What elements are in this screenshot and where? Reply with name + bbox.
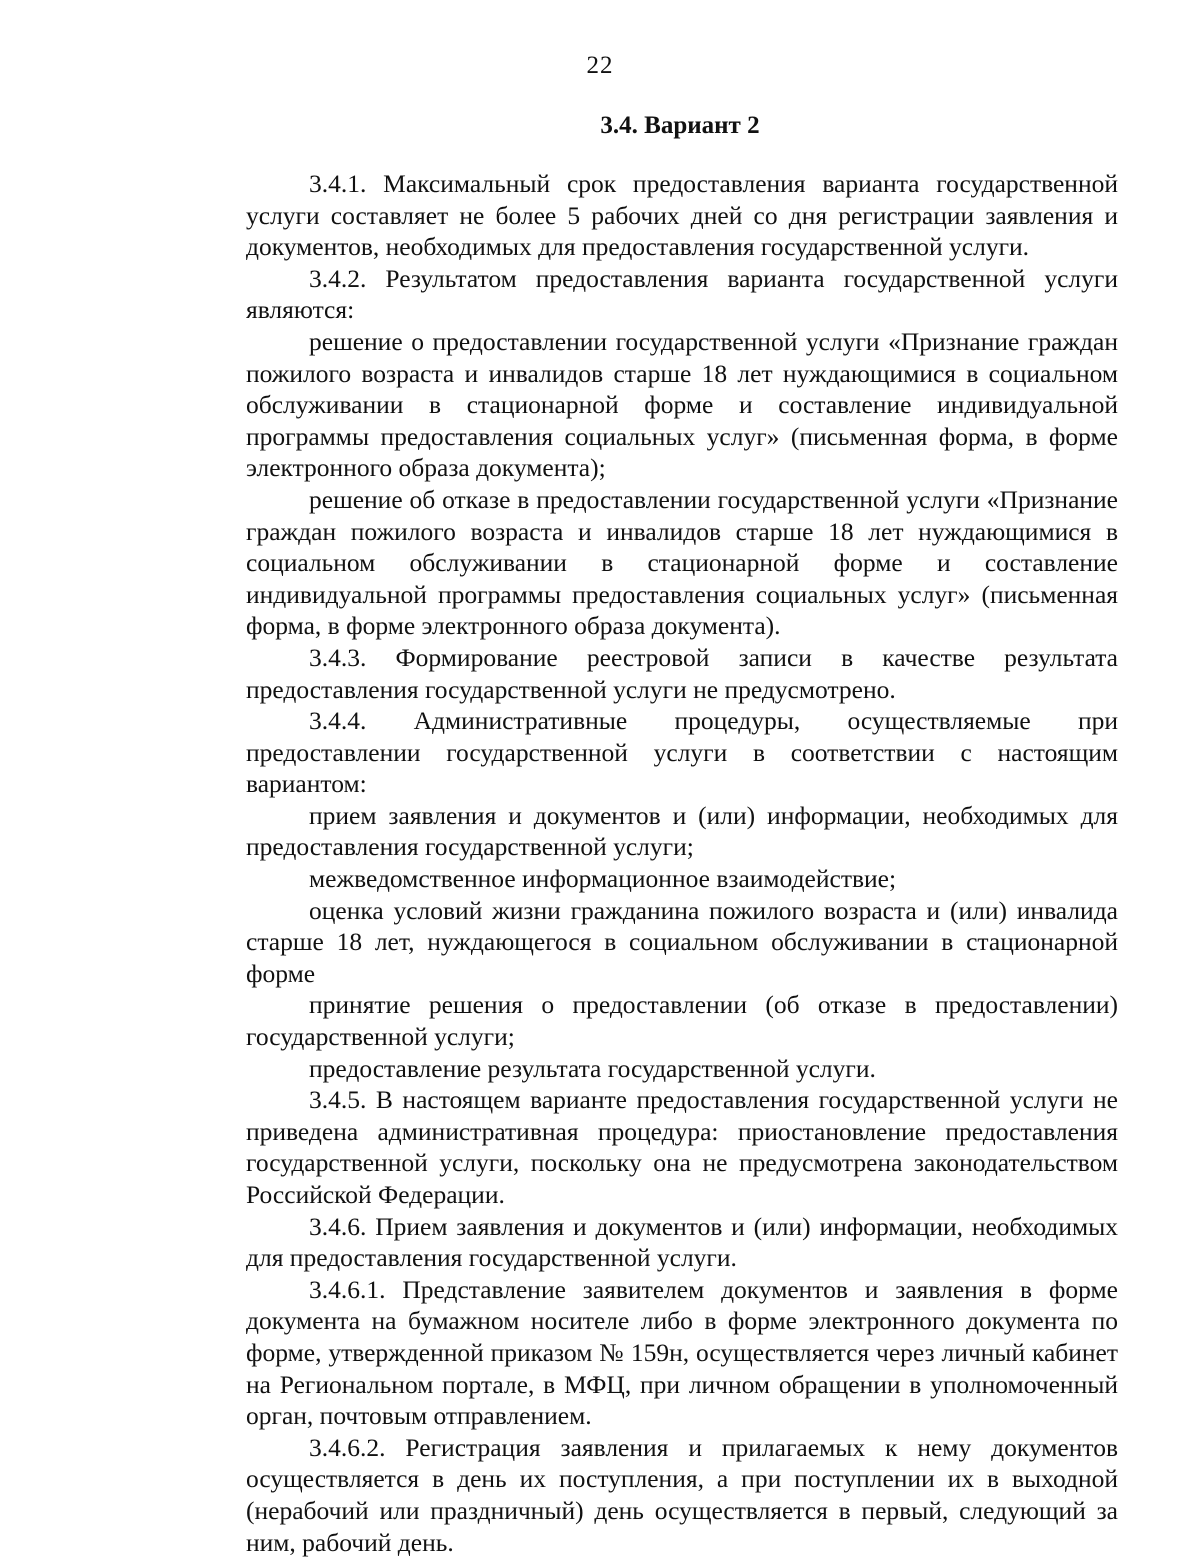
paragraph: 3.4.2. Результатом предоставления варианта государственной услуги являются: bbox=[246, 263, 1118, 325]
paragraph: 3.4.3. Формирование реестровой записи в качестве результата предоставления государственной услуги не предусмотрено. bbox=[246, 642, 1118, 704]
paragraph: оценка условий жизни гражданина пожилого возраста и (или) инвалида старше 18 лет, нуждающегося в социальном обслуживании в стационарной форме bbox=[246, 895, 1118, 988]
paragraph: решение о предоставлении государственной услуги «Признание граждан пожилого возраста и инвалидов старше 18 лет нуждающимися в социальном обслуживании в стационарной форме и составление индивидуальной программы предоставления социальных услуг» (письменная форма, в форме электронного образа документа); bbox=[246, 326, 1118, 483]
page-number: 22 bbox=[586, 52, 614, 79]
paragraph: решение об отказе в предоставлении государственной услуги «Признание граждан пожилого возраста и инвалидов старше 18 лет нуждающимися в социальном обслуживании в стационарной форме и составление индивидуальной программы предоставления социальных услуг» (письменная форма, в форме электронного образа документа). bbox=[246, 484, 1118, 641]
paragraph: 3.4.6.2. Регистрация заявления и прилагаемых к нему документов осуществляется в день их поступления, а при поступлении их в выходной (нерабочий или праздничный) день осуществляется в первый, следующий за ним, рабочий день. bbox=[246, 1432, 1118, 1557]
section-heading: 3.4. Вариант 2 bbox=[600, 112, 760, 139]
paragraph: 3.4.5. В настоящем варианте предоставления государственной услуги не приведена административная процедура: приостановление предоставления государственной услуги, поскольку она не предусмотрена законодательством Российской Федерации. bbox=[246, 1085, 1118, 1209]
paragraph: 3.4.1. Максимальный срок предоставления варианта государственной услуги составляет не более 5 рабочих дней со дня регистрации заявления и документов, необходимых для предоставления государственной услуги. bbox=[246, 169, 1118, 262]
document-body bbox=[246, 168, 1118, 1558]
paragraph: прием заявления и документов и (или) информации, необходимых для предоставления государственной услуги; bbox=[246, 800, 1118, 862]
paragraph: принятие решения о предоставлении (об отказе в предоставлении) государственной услуги; bbox=[246, 990, 1118, 1052]
paragraph: 3.4.6. Прием заявления и документов и (или) информации, необходимых для предоставления государственной услуги. bbox=[246, 1211, 1118, 1273]
paragraph: межведомственное информационное взаимодействие; bbox=[309, 864, 897, 894]
paragraph: 3.4.6.1. Представление заявителем документов и заявления в форме документа на бумажном носителе либо в форме электронного документа по форме, утвержденной приказом № 159н, осуществляется через личный кабинет на Региональном портале, в МФЦ, при личном обращении в уполномоченный орган, почтовым отправлением. bbox=[246, 1274, 1118, 1431]
paragraph: 3.4.4. Административные процедуры, осуществляемые при предоставлении государственной услуги в соответствии с настоящим вариантом: bbox=[246, 706, 1118, 799]
paragraph: предоставление результата государственной услуги. bbox=[309, 1053, 876, 1083]
